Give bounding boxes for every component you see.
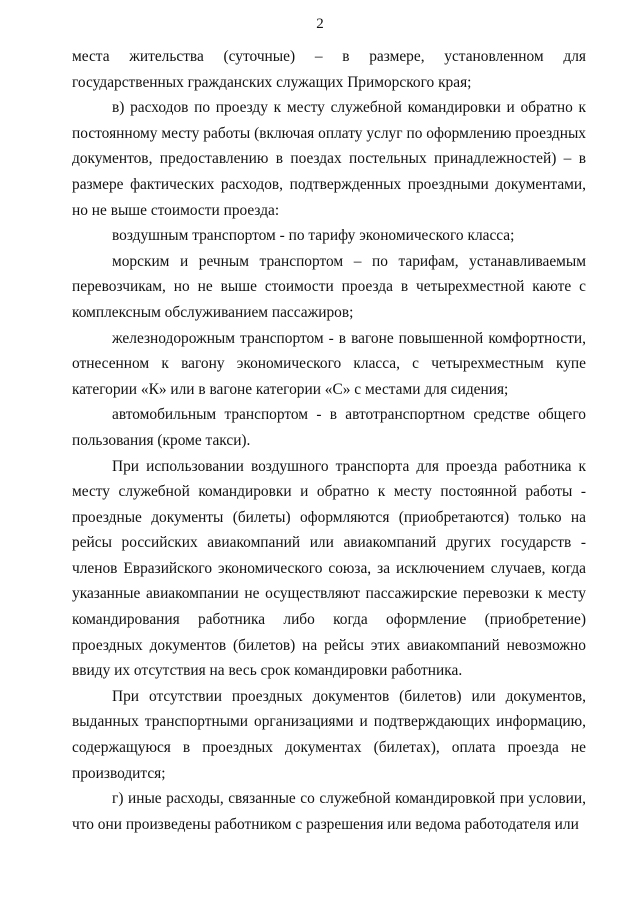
- paragraph-other-expenses: г) иные расходы, связанные со служебной командировкой при условии, что они произведены работником с разрешения или ведома работодателя или: [72, 790, 586, 833]
- paragraph-continuation: места жительства (суточные) – в размере, установленном для государственных гражданских служащих Приморского края;: [72, 48, 586, 91]
- paragraph-road-transport: автомобильным транспортом - в автотранспортном средстве общего пользования (кроме такси).: [72, 406, 586, 449]
- paragraph-air-transport: воздушным транспортом - по тарифу экономического класса;: [112, 227, 515, 245]
- page-number: 2: [316, 16, 324, 32]
- paragraph-sea-river-transport: морским и речным транспортом – по тарифам, устанавливаемым перевозчикам, но не выше стоимости проезда в четырехместной каюте с комплексным обслуживанием пассажиров;: [72, 252, 586, 321]
- paragraph-rail-transport: железнодорожным транспортом - в вагоне повышенной комфортности, отнесенном к вагону экономического класса, с четырехместным купе категории «К» или в вагоне категории «С» с местами для сидения;: [72, 329, 586, 398]
- paragraph-travel-expenses: в) расходов по проезду к месту служебной командировки и обратно к постоянному месту работы (включая оплату услуг по оформлению проездных документов, предоставлению в поездах постельных принадлежностей) – в размере фактических расходов, подтвержденных проездными документами, но не выше стоимости проезда:: [72, 99, 586, 219]
- paragraph-missing-documents: При отсутствии проездных документов (билетов) или документов, выданных транспортными организациями и подтверждающих информацию, содержащуюся в проездных документах (билетах), оплата проезда не производится;: [72, 687, 586, 782]
- paragraph-air-carriers: При использовании воздушного транспорта для проезда работника к месту служебной командировки и обратно к месту постоянной работы - проездные документы (билеты) оформляются (приобретаются) только на рейсы российских авиакомпаний или авиакомпаний других государств - членов Евразийского экономического союза, за исключением случаев, когда указанные авиакомпании не осуществляют пассажирские перевозки к месту командирования работника либо когда оформление (приобретение) проездных документов (билетов) на рейсы этих авиакомпаний невозможно ввиду их отсутствия на весь срок командировки работника.: [72, 457, 586, 680]
- document-body: [72, 44, 586, 837]
